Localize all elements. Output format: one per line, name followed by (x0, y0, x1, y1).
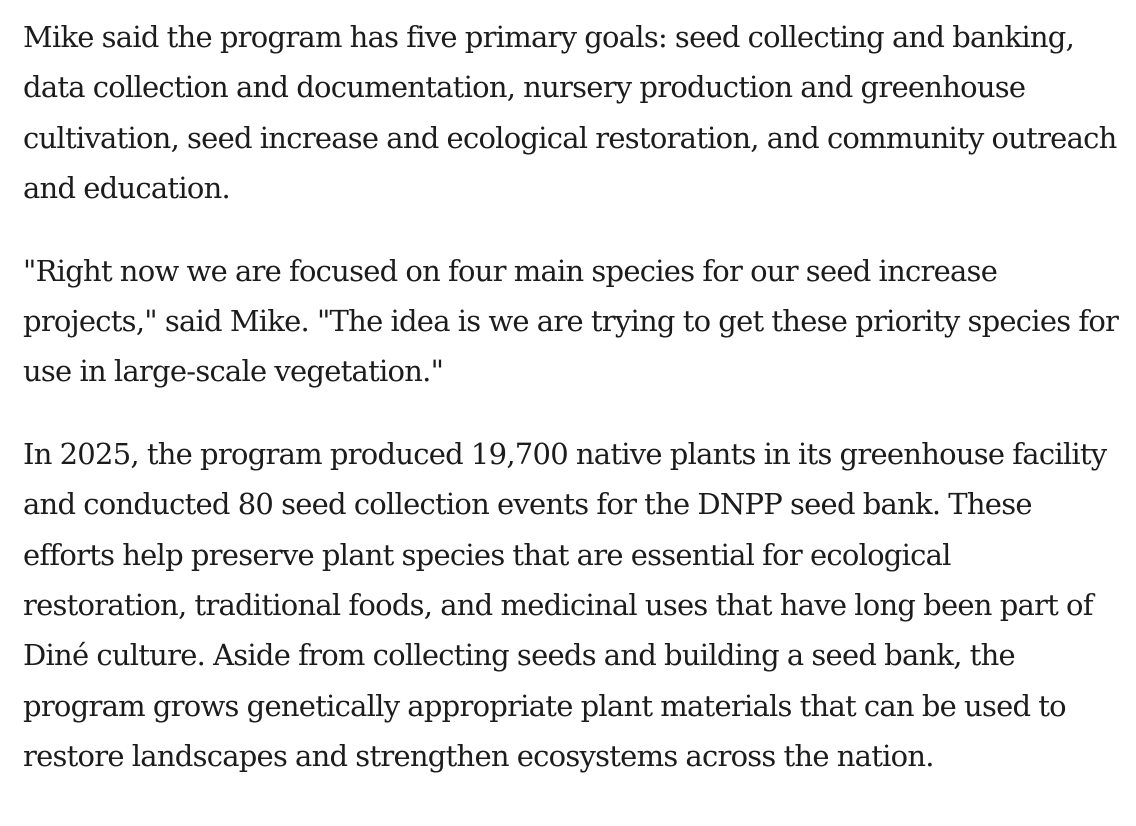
paragraph-seed-increase-quote: "Right now we are focused on four main species for our seed increase projects," said Mike. "The idea is we are trying to get these priority species for use in large-scale vegetation." (23, 253, 1119, 389)
paragraph-program-goals: Mike said the program has five primary goals: seed collecting and banking, data collection and documentation, nursery production and greenhouse cultivation, seed increase and ecological restoration, and community outreach and education. (23, 20, 1117, 206)
paragraph-2025-results: In 2025, the program produced 19,700 native plants in its greenhouse facility and conducted 80 seed collection events for the DNPP seed bank. These efforts help preserve plant species that are essential for ecological restoration, traditional foods, and medicinal uses that have long been part of Diné culture. Aside from collecting seeds and building a seed bank, the program grows genetically appropriate plant materials that can be used to restore landscapes and strengthen ecosystems across the nation. (23, 436, 1107, 774)
